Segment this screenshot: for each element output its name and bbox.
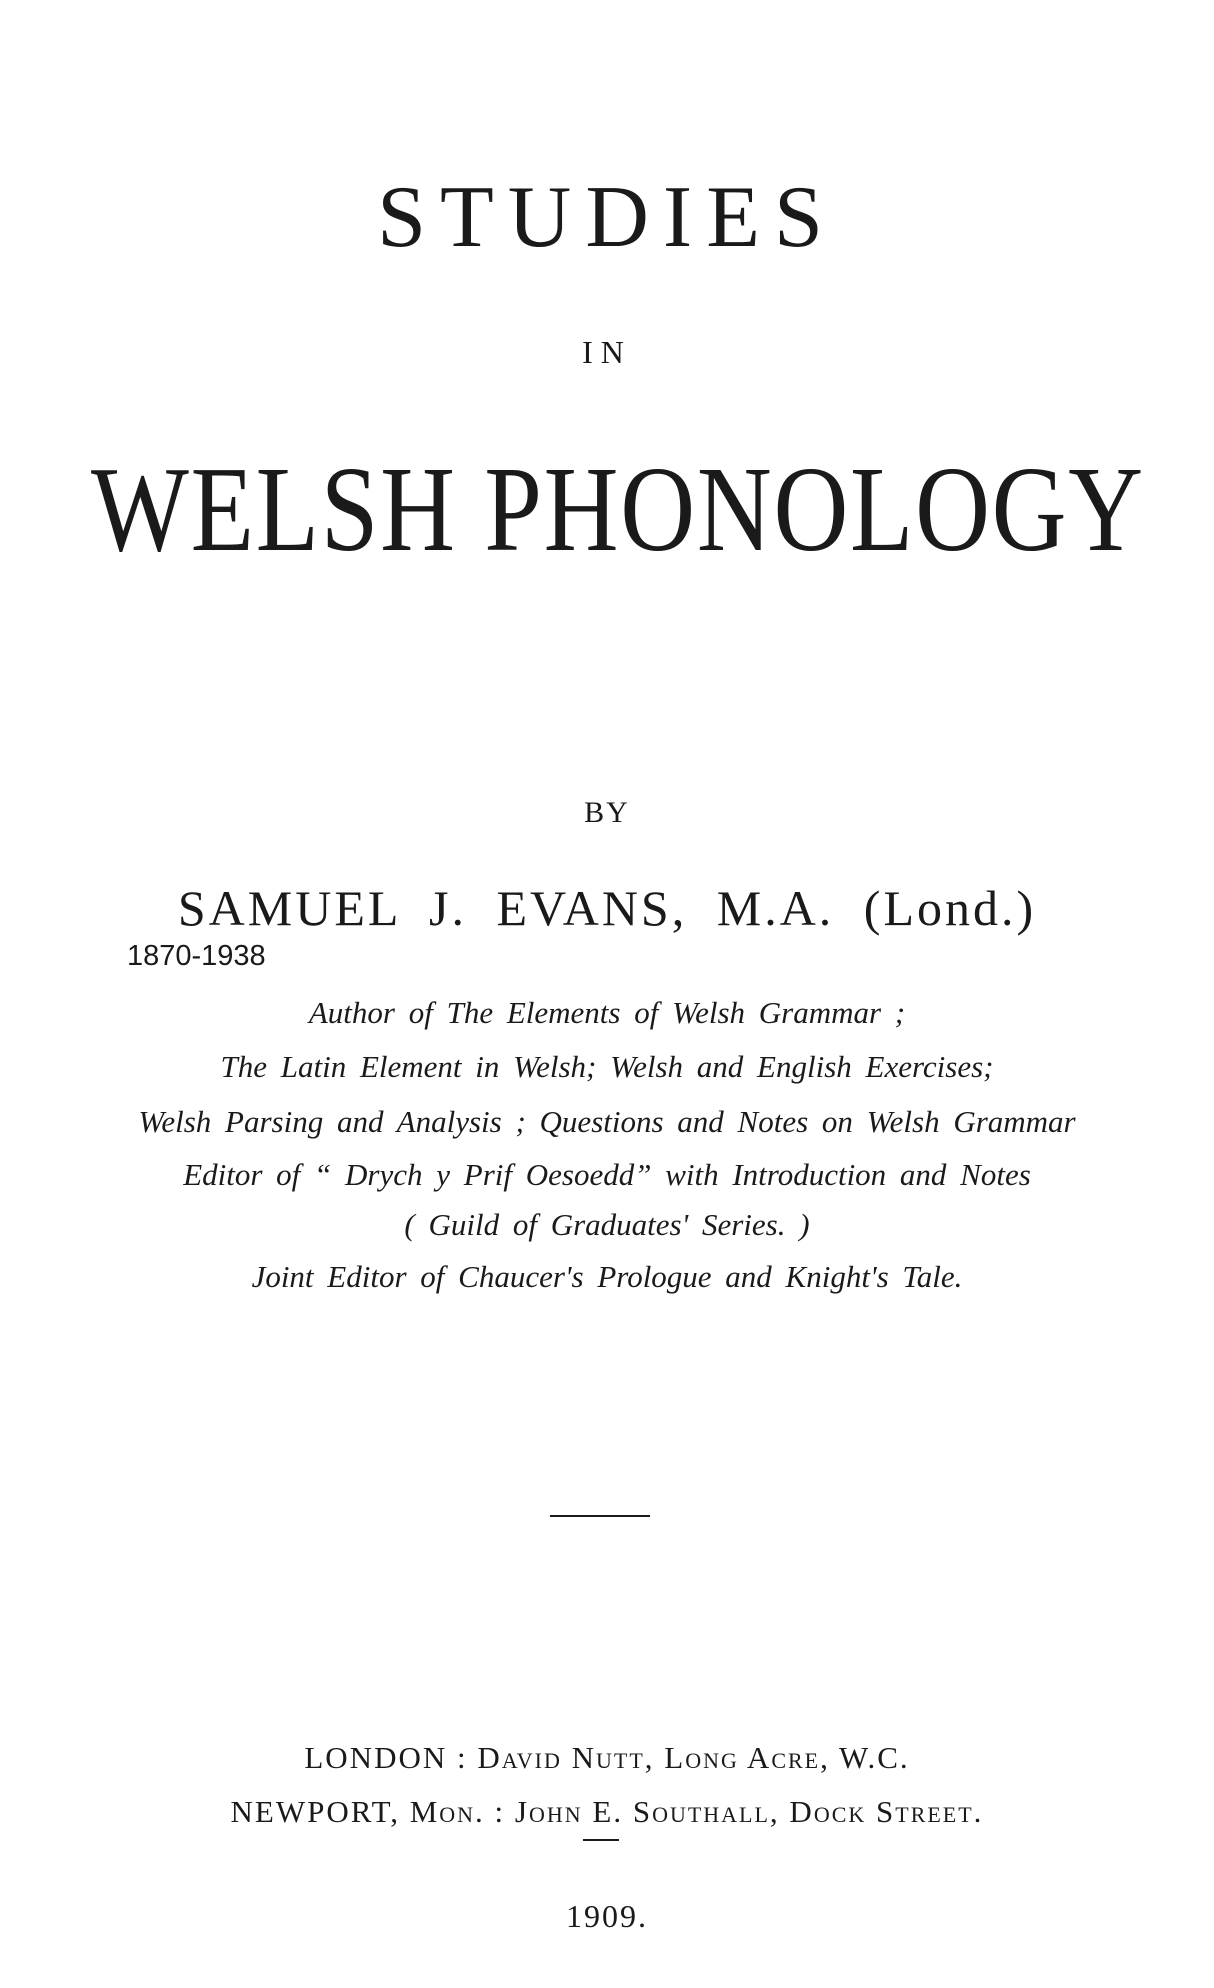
author-name: SAMUEL J. EVANS, M.A. (Lond.)	[177, 880, 1037, 936]
title-studies: STUDIES	[377, 169, 837, 266]
credit-line: The Latin Element in Welsh; Welsh and English Exercises;	[220, 1049, 994, 1084]
publication-year: 1909.	[566, 1898, 648, 1934]
credit-line: Editor of “ Drych y Prif Oesoedd” with Introduction and Notes	[183, 1157, 1031, 1192]
short-divider-rule	[583, 1839, 619, 1841]
title-in: IN	[582, 334, 632, 370]
credit-line: Joint Editor of Chaucer's Prologue and Knight's Tale.	[251, 1259, 963, 1294]
credit-line: Welsh Parsing and Analysis ; Questions and Notes on Welsh Grammar	[138, 1104, 1076, 1139]
author-dates: 1870-1938	[127, 940, 266, 972]
credit-line: Author of The Elements of Welsh Grammar ;	[308, 995, 906, 1030]
publisher-newport: NEWPORT, Mon. : John E. Southall, Dock Street.	[230, 1794, 984, 1829]
credit-line: ( Guild of Graduates' Series. )	[404, 1207, 810, 1242]
publisher-london: LONDON : David Nutt, Long Acre, W.C.	[304, 1740, 910, 1775]
by-label: BY	[584, 796, 630, 829]
title-welsh-phonology: WELSH PHONOLOGY	[91, 442, 1145, 577]
divider-rule	[550, 1515, 650, 1517]
